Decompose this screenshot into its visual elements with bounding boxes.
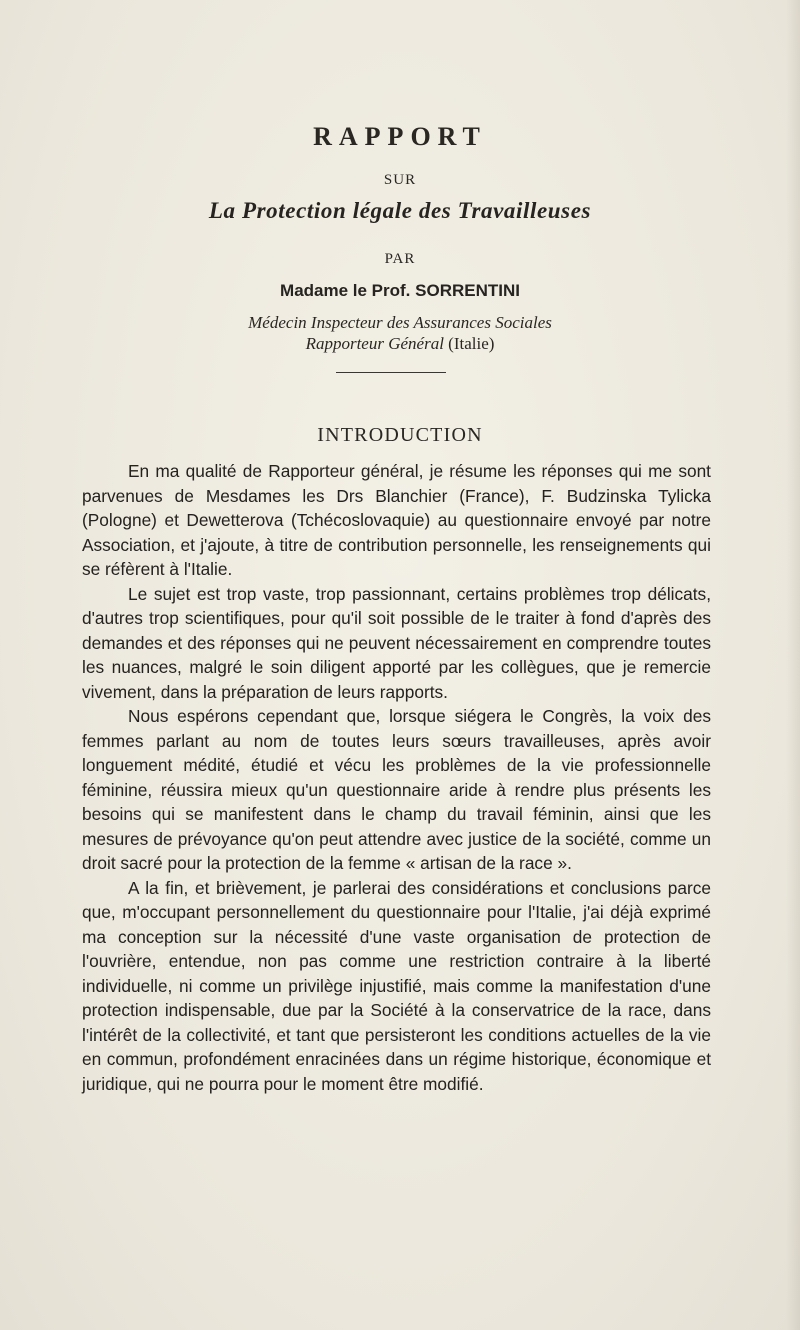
body-text	[82, 459, 711, 1096]
author-name: Madame le Prof. SORRENTINI	[280, 281, 520, 300]
separator-rule	[336, 372, 446, 373]
report-heading: RAPPORT	[313, 122, 487, 151]
par-label: PAR	[384, 251, 416, 267]
report-subject: La Protection légale des Travailleuses	[208, 198, 592, 223]
section-title: INTRODUCTION	[317, 424, 483, 446]
paragraph: Nous espérons cependant que, lorsque siégera le Congrès, la voix des femmes parlant au nom de toutes leurs sœurs travailleuses, après avoir longuement médité, étudié et vécu les problèmes de la vie professionnelle féminine, réussira mieux qu'un questionnaire aride à rendre plus présents les besoins qui se manifestent dans le champ du travail féminin, ainsi que les mesures de prévoyance qu'on peut attendre avec justice de la société, comme un droit sacré pour la protection de la femme « artisan de la race ».	[82, 706, 711, 873]
paragraph: En ma qualité de Rapporteur général, je résume les réponses qui me sont parvenues de Mesdames les Drs Blanchier (France), F. Budzinska Tylicka (Pologne) et Dewetterova (Tchécoslovaquie) au questionnaire envoyé par notre Association, et j'ajoute, à titre de contribution personnelle, les renseignements qui se réfèrent à l'Italie.	[82, 461, 711, 579]
author-role-title: Rapporteur Général	[305, 334, 444, 353]
author-role-line1: Médecin Inspecteur des Assurances Sociales	[248, 313, 552, 332]
paragraph: A la fin, et brièvement, je parlerai des considérations et conclusions parce que, m'occupant personnellement du questionnaire pour l'Italie, j'ai déjà exprimé ma conception sur la nécessité d'une vaste organisation de protection de l'ouvrière, entendue, non pas comme une restriction contraire à la liberté individuelle, ni comme un privilège injustifié, mais comme la manifestation d'une protection indispensable, due par la Société à la conservatrice de la race, dans l'intérêt de la collectivité, et tant que persisteront les conditions actuelles de la vie en commun, profondément enracinées dans un régime historique, économique et juridique, qui ne pourra pour le moment être modifié.	[82, 877, 711, 1094]
author-role-line2	[0, 334, 800, 354]
paragraph: Le sujet est trop vaste, trop passionnant, certains problèmes trop délicats, d'autres trop scientifiques, pour qu'il soit possible de le traiter à fond d'après des demandes et des réponses qui ne peuvent nécessairement en comprendre toutes les nuances, malgré le soin diligent apporté par les collègues, que je remercie vivement, dans la préparation de leurs rapports.	[82, 583, 711, 702]
author-country: (Italie)	[448, 334, 495, 353]
sur-label: SUR	[383, 172, 417, 188]
